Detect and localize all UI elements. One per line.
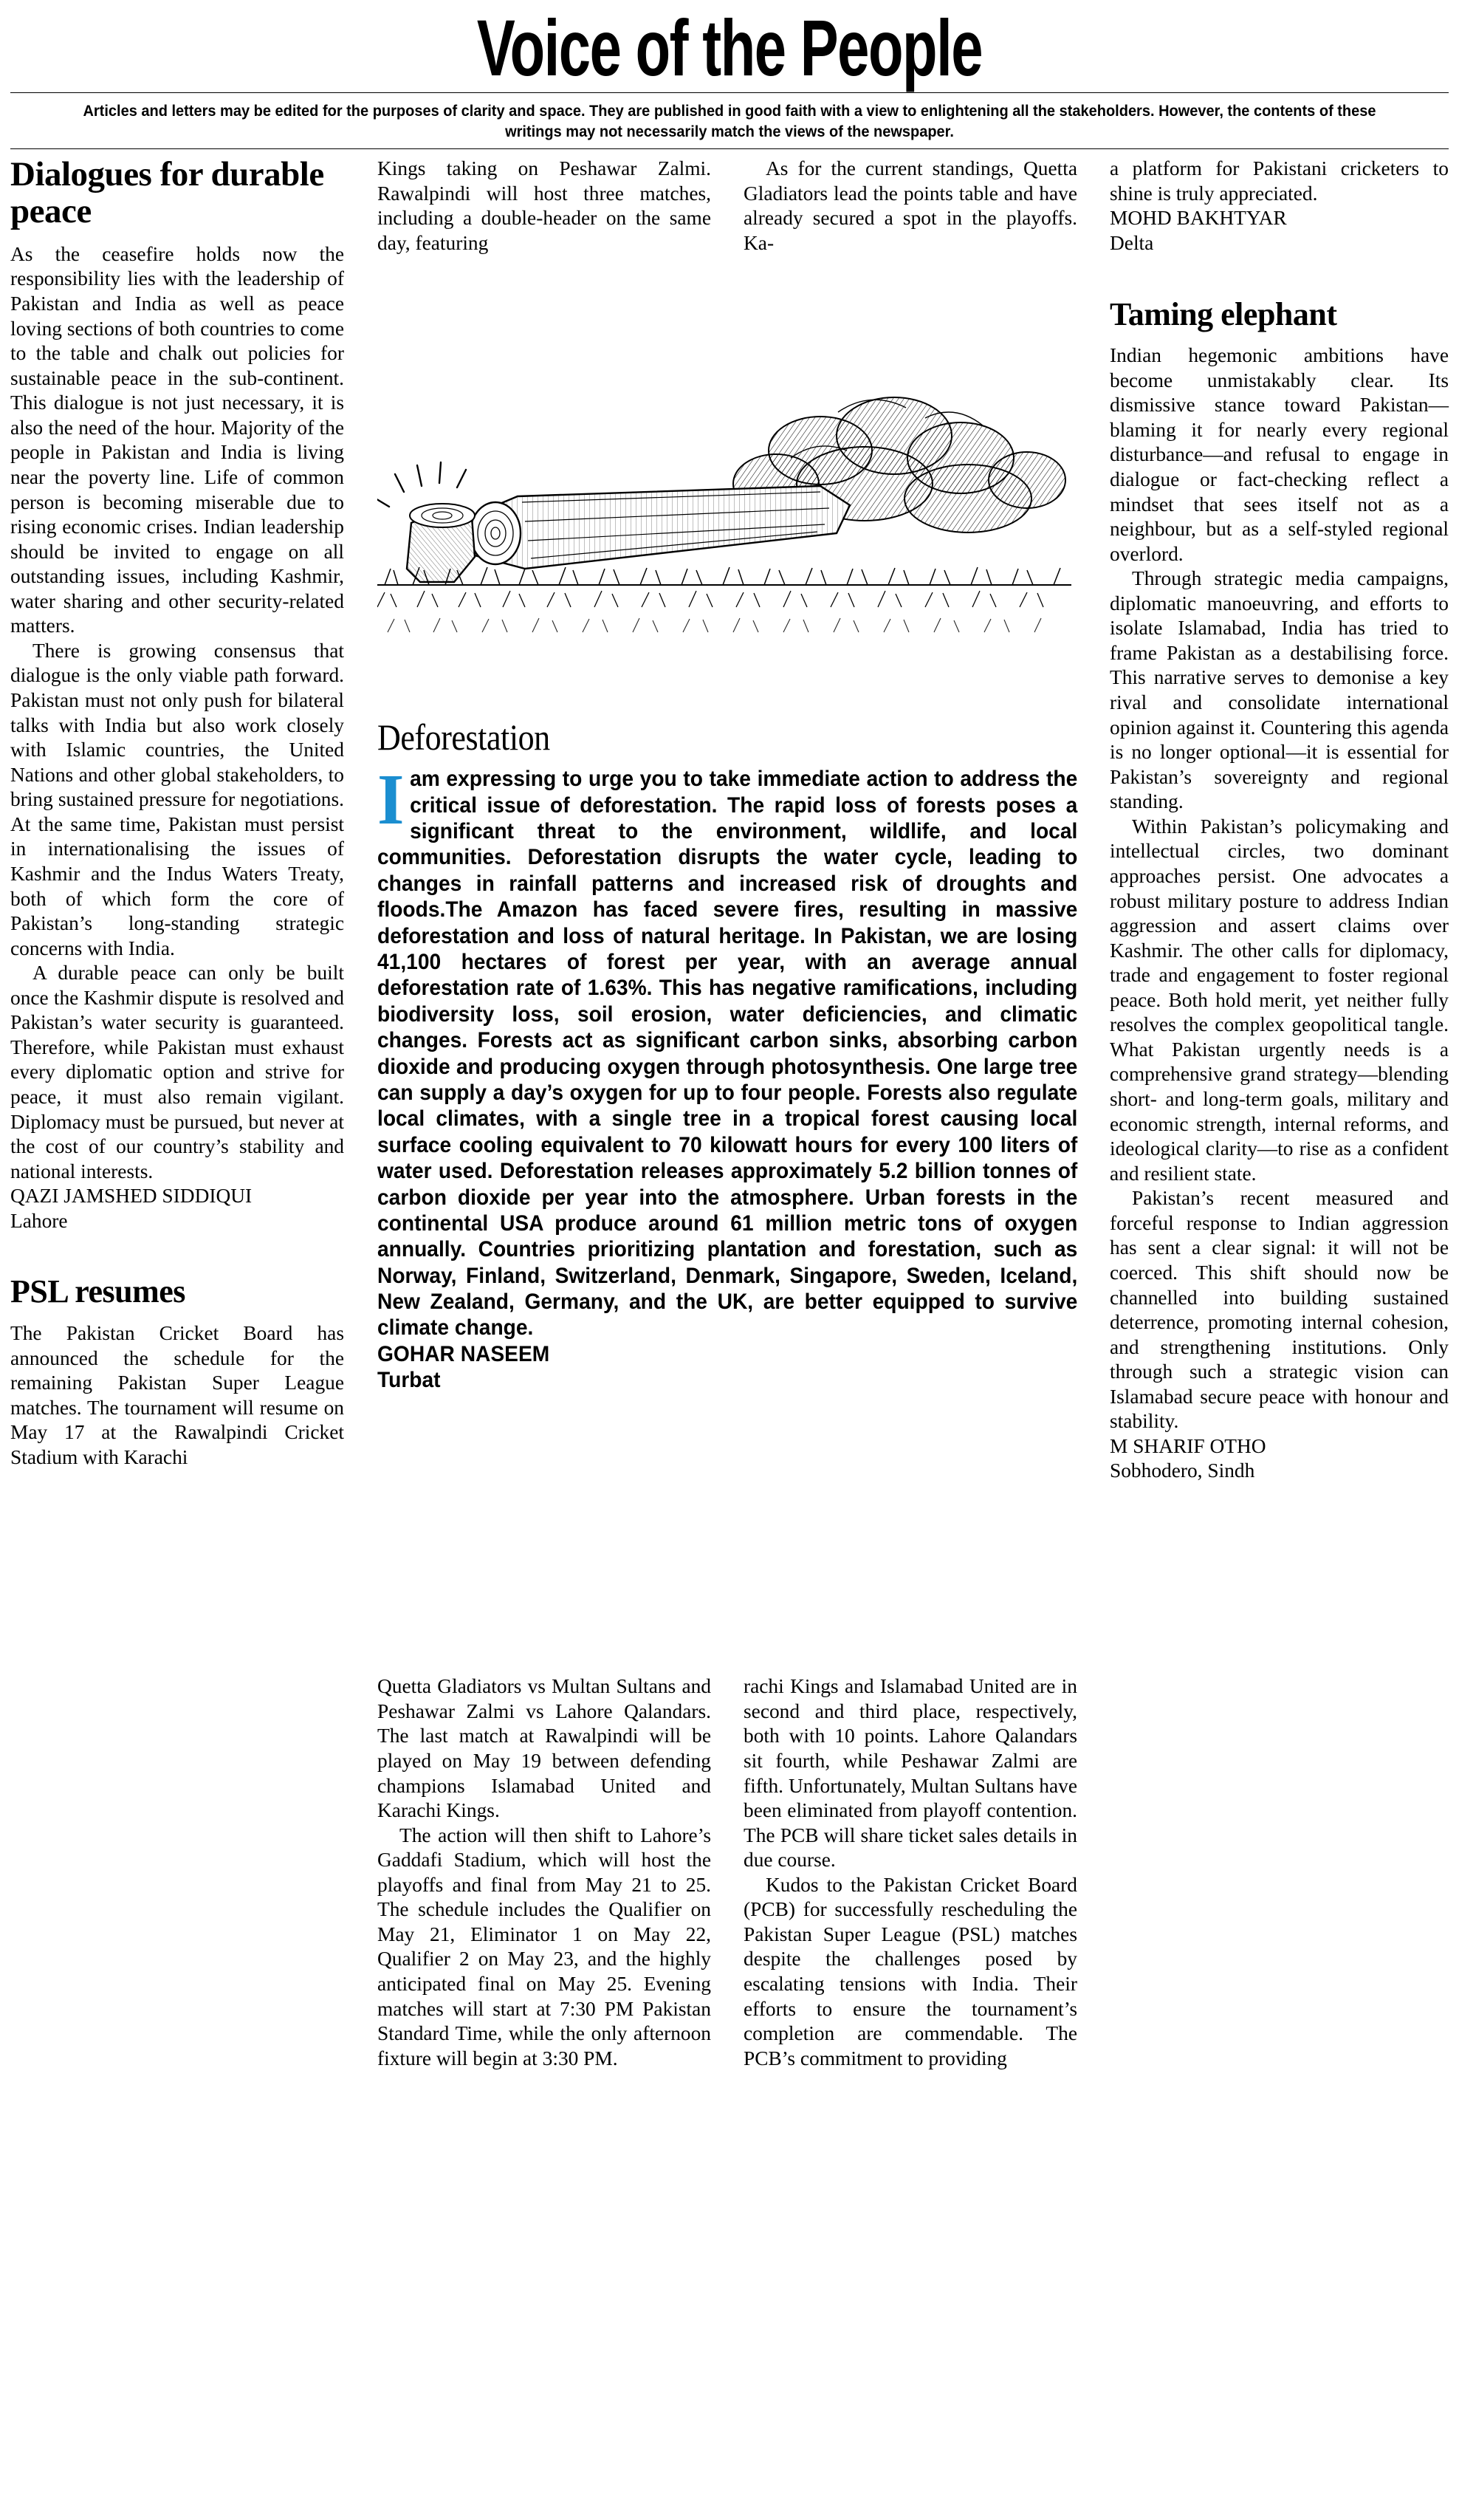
signature-place: Turbat <box>377 1368 441 1393</box>
paragraph: As the ceasefire holds now the responsibility lies with the leadership of Pakistan and India as well as peace loving sections of both countries to come to the table and chalk out policies for sustainable peace in the sub-continent. This dialogue is not just necessary, it is also the need of the hour. Majority of the people in Pakistan and India is living near the poverty line. Life of common person is becoming miserable due to rising economic crises. Indian leadership should be invited to engage on all outstanding issues, including Kashmir, water sharing and other security-related matters. <box>10 242 344 637</box>
article-psl-col3-top <box>744 157 1077 256</box>
headline-deforestation: Deforestation <box>377 716 550 759</box>
signature-name: QAZI JAMSHED SIDDIQUI <box>10 1185 253 1208</box>
signature-place: Sobhodero, Sindh <box>1110 1459 1255 1482</box>
paragraph-continuation: rachi Kings and Islamabad United are in second and third place, respectively, both with 10 points. Lahore Qalandars sit fourth, while Peshawar Zalmi are fifth. Unfortunately, Multan Sultans have been eliminated from playoff contention. The PCB will share ticket sales details in due course. <box>744 1675 1077 1872</box>
headline-dialogues-for-durable-peace: Dialogues for durable peace <box>10 155 324 231</box>
signature-psl <box>1110 206 1449 256</box>
headline-taming-elephant: Taming elephant <box>1110 295 1337 332</box>
paragraph-continuation: As for the current standings, Quetta Gladiators lead the points table and have already secured a spot in the playoffs. Ka- <box>744 157 1077 254</box>
paragraph-continuation: Kings taking on Peshawar Zalmi. Rawalpindi will host three matches, including a double-header on the same day, featuring <box>377 157 711 254</box>
signature-taming <box>1110 1434 1449 1484</box>
headline-psl-resumes: PSL resumes <box>10 1273 185 1310</box>
article-psl-body-part1 <box>10 1321 344 1470</box>
paragraph: Pakistan’s recent measured and forceful response to Indian aggression has sent a clear signal: it will not be coerced. This shift should now be channelled into building sustained deterrence, promoting internal cohesion, and strengthening institutions. Only through such a strategic vision can Islamabad secure peace with honour and stability. <box>1110 1187 1449 1433</box>
felled-tree-log-illustration <box>377 347 1071 702</box>
article-deforestation <box>377 718 1077 1393</box>
article-psl-col2-bottom <box>377 1674 711 2071</box>
editors-note: Articles and letters may be edited for the purposes of clarity and space. They are published in good faith with a view to enlightening all the stakeholders. However, the contents of these writings may not necessarily match the views of the newspaper. <box>83 101 1376 140</box>
article-taming-body <box>1110 343 1449 1434</box>
signature-deforestation <box>377 1341 1046 1394</box>
paragraph-continuation: a platform for Pakistani cricketers to shine is truly appreciated. <box>1110 157 1449 205</box>
paragraph: Indian hegemonic ambitions have become unmistakably clear. Its dismissive stance toward Pakistan—blaming it for nearly every regional disturbance—and refusal to engage in dialogue or fact-checking reflect a mindset that sees itself not as a neighbour, but as a self-styled regional overlord. <box>1110 344 1449 565</box>
paragraph: There is growing consensus that dialogue is the only viable path forward. Pakistan must not only push for bilateral talks with India but also work closely with Islamic countries, the United Nations and other global stakeholders, to bring sustained pressure for negotiations. At the same time, Pakistan must persist in internationalising the issues of Kashmir and the Indus Waters Treaty, both of which form the core of Pakistan’s long-standing strategic concerns with India. <box>10 639 344 959</box>
note-divider <box>10 148 1449 149</box>
paragraph-continuation: Quetta Gladiators vs Multan Sultans and Peshawar Zalmi vs Lahore Qalandars. The last match at Rawalpindi will be played on May 19 between defending champions Islamabad United and Karachi Kings. <box>377 1675 711 1822</box>
paragraph: Through strategic media campaigns, diplomatic manoeuvring, and efforts to isolate Islamabad, India has tried to frame Pakistan as a destabilising force. This narrative serves to demonise a key rival and consolidate international opinion against it. Countering this agenda is no longer optional—it is essential for Pakistan’s sovereignty and regional standing. <box>1110 567 1449 813</box>
masthead <box>10 0 1449 149</box>
article-psl-col2-top <box>377 157 711 256</box>
paragraph: A durable peace can only be built once the Kashmir dispute is resolved and Pakistan’s water security is guaranteed. Therefore, while Pakistan must exhaust every diplomatic option and strive for peace, it must also remain vigilant. Diplomacy must be pursued, but never at the cost of our country’s stability and national interests. <box>10 962 344 1182</box>
column-4 <box>1110 157 1449 1484</box>
drop-cap: I <box>377 760 405 840</box>
column-1 <box>10 157 344 1470</box>
paragraph: Kudos to the Pakistan Cricket Board (PCB) for successfully rescheduling the Pakistan Super League (PSL) matches despite the challenges posed by escalating tensions with India. Their efforts to ensure the tournament’s completion are commendable. The PCB’s commitment to providing <box>744 1873 1077 2069</box>
paragraph: The Pakistan Cricket Board has announced the schedule for the remaining Pakistan Super League matches. The tournament will resume on May 17 at the Rawalpindi Cricket Stadium with Karachi <box>10 1322 344 1468</box>
article-dialogues-body <box>10 242 344 1184</box>
signature-place: Delta <box>1110 231 1154 254</box>
signature-name: MOHD BAKHTYAR <box>1110 207 1287 230</box>
paragraph: The action will then shift to Lahore’s Gaddafi Stadium, which will host the playoffs and final from May 21 to 25. The schedule includes the Qualifier on May 21, Eliminator 1 on May 22, Qualifier 2 on May 23, and the highly anticipated final on May 25. Evening matches will start at 7:30 PM Pakistan Standard Time, while the only afternoon fixture will begin at 3:30 PM. <box>377 1824 711 2069</box>
signature-name: GOHAR NASEEM <box>377 1341 550 1366</box>
article-deforestation-body <box>377 760 1078 1341</box>
signature-place: Lahore <box>10 1209 68 1232</box>
paragraph: am expressing to urge you to take immediate action to address the critical issue of deforestation. The rapid loss of forests poses a significant threat to the environment, wildlife, and local communities. Deforestation disrupts the water cycle, leading to changes in rainfall patterns and increased risk of droughts and floods.The Amazon has faced severe fires, resulting in massive deforestation and loss of natural heritage. In Pakistan, we are losing 41,100 hectares of forest per year, with an average annual deforestation rate of 1.63%. This has negative ramifications, including biodiversity loss, soil erosion, water deficiencies, and climatic changes. Forests act as significant carbon sinks, absorbing carbon dioxide and producing oxygen through photosynthesis. One large tree can supply a day’s oxygen for up to four people. Forests also regulate local climates, with a single tree in a tropical forest causing local surface cooling equivalent to 70 kilowatt hours for every 100 liters of water used. Deforestation releases approximately 5.2 billion tonnes of carbon dioxide per year into the atmosphere. Urban forests in the continental USA produce around 61 million metric tons of oxygen annually. Countries prioritizing plantation and forestation, such as Norway, Finland, Switzerland, Denmark, Singapore, Sweden, Iceland, New Zealand, Germany, and the UK, are better equipped to survive climate change. <box>377 767 1078 1341</box>
column-3 <box>744 157 1077 256</box>
signature-dialogues <box>10 1184 344 1233</box>
paragraph: Within Pakistan’s policymaking and intellectual circles, two dominant approaches persist. One advocates a robust military posture to address Indian aggression and assert claims over Kashmir. The other calls for diplomacy, trade and engagement to foster regional peace. Both hold merit, yet neither fully resolves the complex geopolitical tangle. What Pakistan urgently needs is a comprehensive grand strategy—blending short- and long-term goals, military and economic strength, internal reforms, and ideological clarity—to rise as a confident and resilient state. <box>1110 815 1449 1185</box>
article-psl-col3-bottom <box>744 1674 1077 2071</box>
signature-name: M SHARIF OTHO <box>1110 1434 1266 1457</box>
column-grid <box>10 157 1449 2520</box>
column-2 <box>377 157 711 256</box>
article-psl-col4-top <box>1110 157 1449 206</box>
page-title: Voice of the People <box>476 3 983 92</box>
